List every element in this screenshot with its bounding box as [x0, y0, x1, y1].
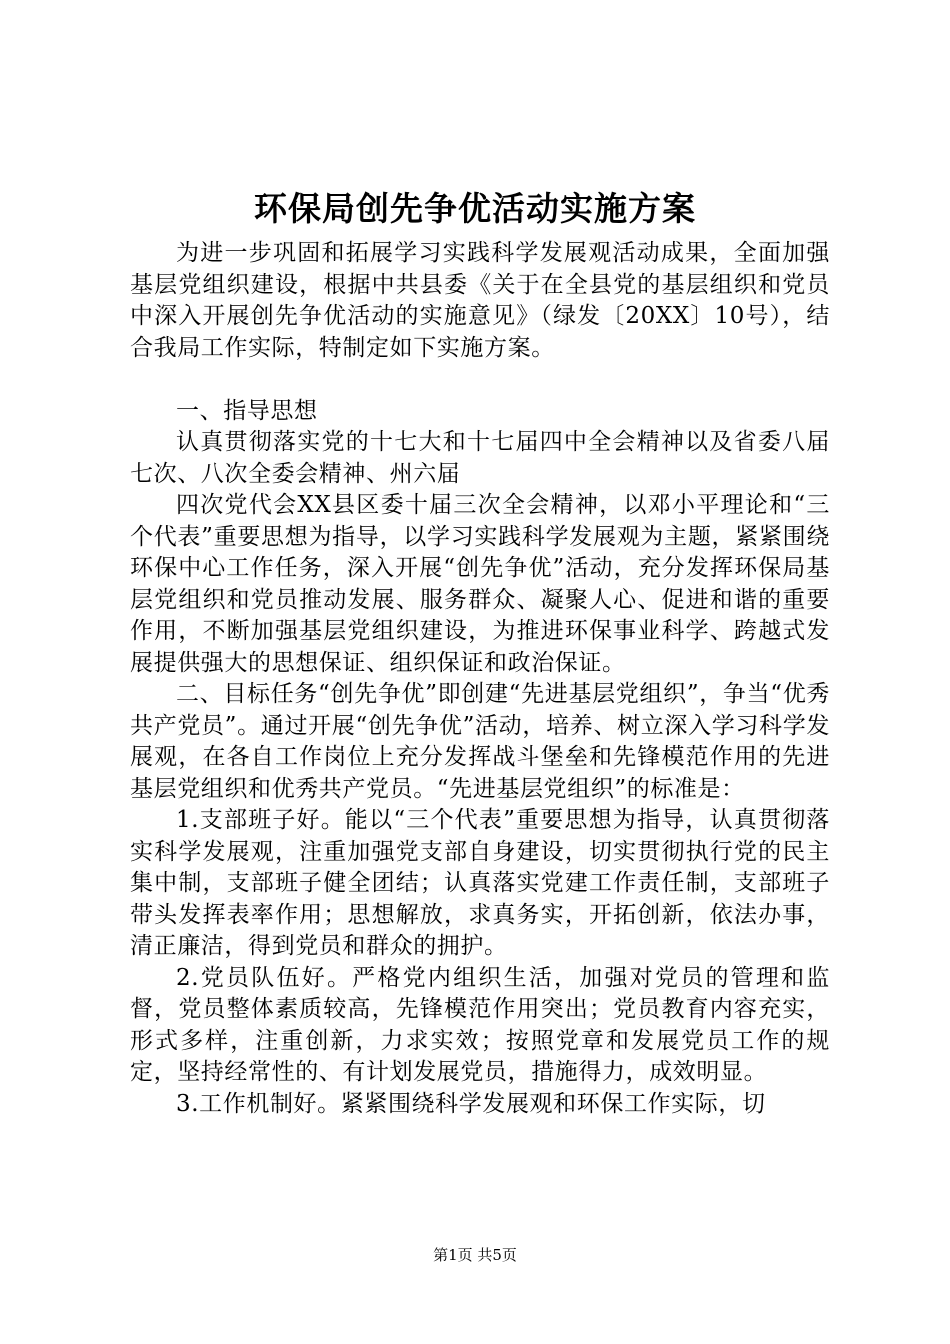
paragraph-gap: [130, 364, 830, 396]
paragraph-guiding-ideology-1: 认真贯彻落实党的十七大和十七届四中全会精神以及省委八届七次、八次全委会精神、州六届: [130, 429, 830, 487]
paragraph-item-1: 1.支部班子好。能以“三个代表”重要思想为指导，认真贯彻落实科学发展观，注重加强党支部自身建设，切实贯彻执行党的民主集中制，支部班子健全团结；认真落实党建工作责任制，支部班子带头发挥表率作用；思想解放，求真务实，开拓创新，依法办事，清正廉洁，得到党员和群众的拥护。: [130, 807, 830, 959]
document-title: 环保局创先争优活动实施方案: [254, 189, 696, 228]
paragraph-item-2: 2.党员队伍好。严格党内组织生活，加强对党员的管理和监督，党员整体素质较高，先锋模范作用突出；党员教育内容充实，形式多样，注重创新，力求实效；按照党章和发展党员工作的规定，坚持经常性的、有计划发展党员，措施得力，成效明显。: [130, 964, 830, 1085]
paragraph-guiding-ideology-2: 四次党代会XX县区委十届三次全会精神，以邓小平理论和“三个代表”重要思想为指导，以学习实践科学发展观为主题，紧紧围绕环保中心工作任务，深入开展“创先争优”活动，充分发挥环保局基层党组织和党员推动发展、服务群众、凝聚人心、促进和谐的重要作用，不断加强基层党组织建设，为推进环保事业科学、跨越式发展提供强大的思想保证、组织保证和政治保证。: [130, 492, 830, 676]
page-footer: 第1页 共5页: [433, 1246, 517, 1264]
document-body: [130, 238, 830, 1120]
section-heading-guiding-ideology: 一、指导思想: [176, 397, 318, 424]
paragraph-item-3: 3.工作机制好。紧紧围绕科学发展观和环保工作实际，切: [176, 1090, 766, 1117]
paragraph-intro: 为进一步巩固和拓展学习实践科学发展观活动成果，全面加强基层党组织建设，根据中共县委《关于在全县党的基层组织和党员中深入开展创先争优活动的实施意见》（绿发〔20XX〕10号），结合我局工作实际，特制定如下实施方案。: [130, 240, 830, 361]
paragraph-goals: 二、目标任务“创先争优”即创建“先进基层党组织”，争当“优秀共产党员”。通过开展“创先争优”活动，培养、树立深入学习科学发展观，在各自工作岗位上充分发挥战斗堡垒和先锋模范作用的先进基层党组织和优秀共产党员。“先进基层党组织”的标准是：: [130, 681, 830, 802]
